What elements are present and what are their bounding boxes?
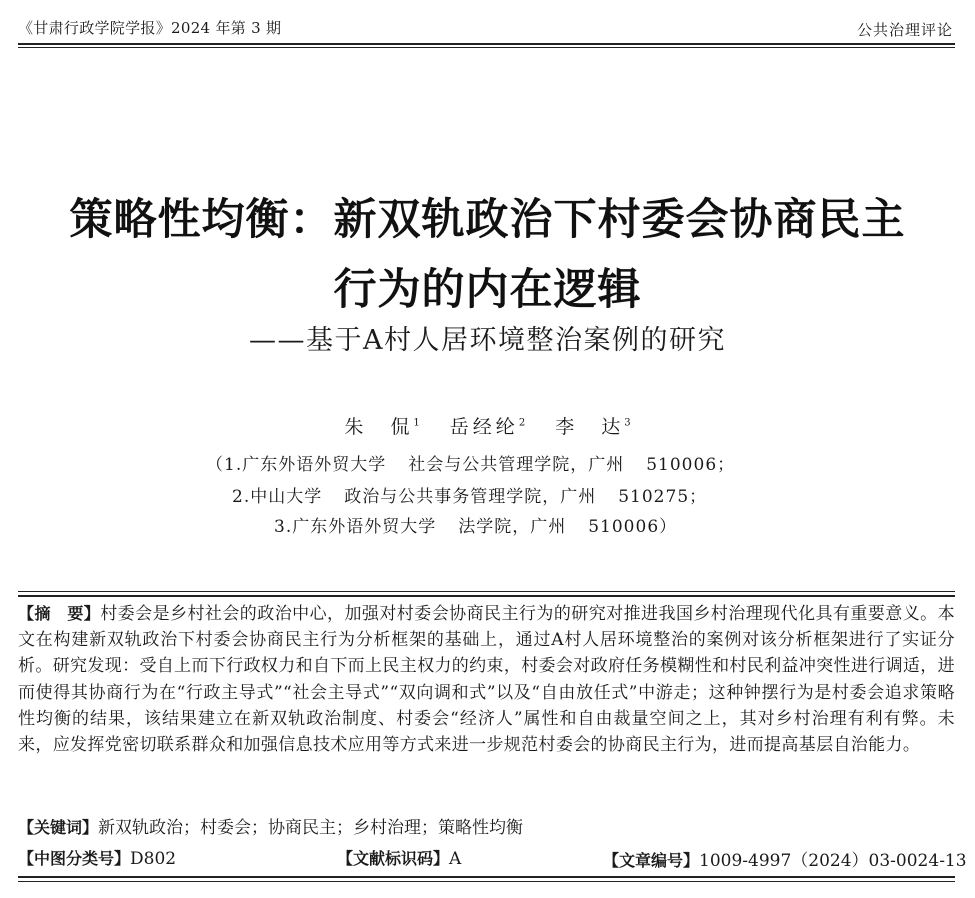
title-line-1: 策略性均衡：新双轨政治下村委会协商民主: [69, 195, 906, 245]
abstract-text: 村委会是乡村社会的政治中心，加强对村委会协商民主行为的研究对推进我国乡村治理现代化具有重要意义。本文在构建新双轨政治下村委会协商民主行为分析框架的基础上，通过A村人居环境整治的案例对该分析框架进行了实证分析。研究发现：受自上而下行政权力和自下而上民主权力的约束，村委会对政府任务模糊性和村民利益冲突性进行调适，进而使得其协商行为在“行政主导式”“社会主导式”“双向调和式”以及“自由放任式”中游走；这种钟摆行为是村委会追求策略性均衡的结果，该结果建立在新双轨政治制度、村委会“经济人”属性和自由裁量空间之上，其对乡村治理有利有弊。未来，应发挥党密切联系群众和加强信息技术应用等方式来进一步规范村委会的协商民主行为，进而提高基层自治能力。: [18, 604, 955, 756]
affiliation-2: [232, 482, 707, 507]
author-list: [0, 412, 975, 439]
footer-rule: [18, 876, 955, 878]
article-number: [603, 846, 967, 871]
abstract: [18, 601, 955, 758]
affiliation-school: 社会与公共管理学院，广州: [408, 455, 625, 475]
author-2: [450, 416, 525, 438]
affiliation-1: [206, 450, 735, 475]
affiliation-school: 法学院，广州: [458, 517, 567, 537]
affiliation-prefix: （1.: [206, 455, 243, 475]
clc-label: 【中图分类号】: [18, 849, 131, 868]
author-name: 李 达: [555, 416, 625, 438]
author-name: 朱 侃: [344, 416, 414, 438]
author-3: [555, 416, 630, 438]
article-number-value: 1009-4997（2024）03-0024-13: [699, 851, 967, 871]
document-code-label: 【文献标识码】: [337, 849, 450, 868]
abstract-rule-thick: [18, 595, 955, 597]
document-code-value: A: [449, 849, 462, 869]
header-rule-thin: [18, 47, 955, 48]
footer-rule-thin: [18, 881, 955, 882]
keywords-text: 新双轨政治；村委会；协商民主；乡村治理；策略性均衡: [98, 818, 524, 838]
subtitle: ——基于A村人居环境整治案例的研究: [249, 325, 726, 356]
affiliation-school: 政治与公共事务管理学院，广州: [344, 487, 597, 507]
journal-header: 《甘肃行政学院学报》2024 年第 3 期: [18, 19, 282, 37]
affiliation-zip: 510275；: [618, 487, 708, 507]
affiliation-zip: 510006；: [646, 455, 736, 475]
affiliation-university: 中山大学: [250, 487, 323, 507]
keywords-label: 【关键词】: [18, 818, 99, 837]
author-affiliation-mark: 2: [518, 417, 526, 429]
author-1: [344, 416, 419, 438]
abstract-rule: [18, 591, 955, 592]
article-number-label: 【文章编号】: [603, 851, 700, 870]
affiliation-3: [274, 512, 677, 537]
affiliation-zip: 510006）: [588, 517, 678, 537]
keywords: [18, 813, 523, 838]
affiliation-university: 广东外语外贸大学: [242, 455, 387, 475]
affiliation-university: 广东外语外贸大学: [292, 517, 437, 537]
author-affiliation-mark: 3: [624, 417, 631, 429]
abstract-label: 【摘 要】: [18, 604, 101, 623]
document-code: [337, 846, 461, 869]
clc-number: [18, 846, 176, 869]
section-header: 公共治理评论: [856, 21, 953, 39]
header-rule: [18, 43, 955, 45]
title-line-2: 行为的内在逻辑: [333, 265, 642, 315]
clc-value: D802: [130, 849, 177, 869]
author-name: 岳经纶: [449, 416, 519, 438]
affiliation-prefix: 3.: [274, 517, 293, 537]
affiliation-prefix: 2.: [232, 487, 251, 507]
author-affiliation-mark: 1: [413, 417, 420, 429]
